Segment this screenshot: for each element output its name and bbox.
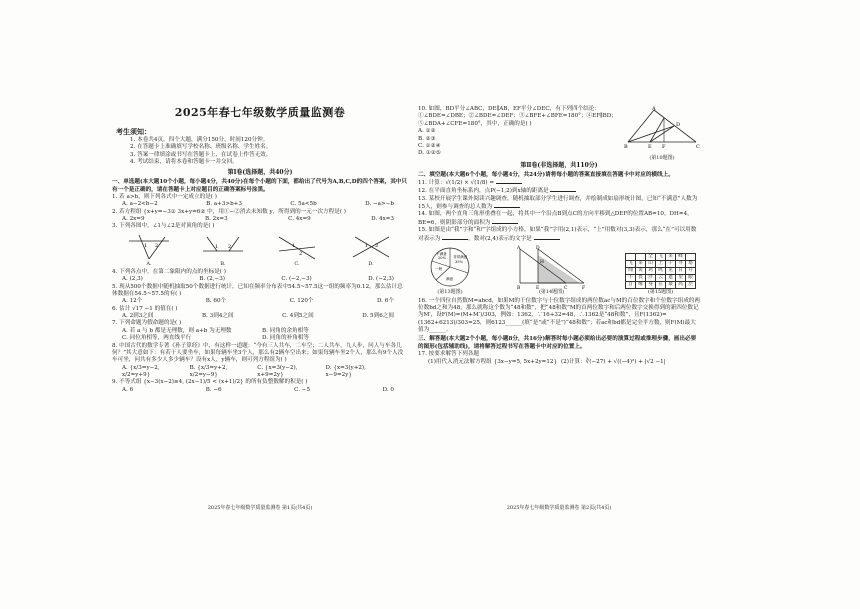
svg-text:2: 2	[155, 243, 159, 250]
question-12-text: 12. 在平面直角坐标系内，点P(−1,2)到x轴的距离是	[418, 188, 549, 195]
option: A. ①②	[418, 128, 436, 135]
svg-text:B: B	[516, 285, 520, 289]
question-5: 5. 现从500个数据中随机抽取50个数据进行统计，已知在频率分布表中54.5~57.5这一组的频率为0.12，那么估计总体数据在54.5~57.5的有( )	[112, 283, 403, 297]
question-11-text: 11. 计算：√(1/2) × √(1/8) =	[418, 179, 495, 186]
question-4: 4. 下列各点中，在第二象限内的点的坐标是( )	[112, 268, 226, 275]
question-17: 17. 按要求解答下列各题	[418, 351, 480, 358]
svg-text:B: B	[624, 144, 628, 150]
option: C. 4到5之间	[282, 313, 314, 320]
svg-text:F: F	[581, 285, 585, 289]
section-2-instructions: 二、填空题(本大题6个小题，每小题4分，共24分)请将每小题的答案直接填在答题卡中对应的横线上。	[418, 171, 674, 178]
figure-15	[625, 253, 696, 296]
page-footer: 2025年春七年级数学质量监测卷 第2页(共4页)	[506, 505, 612, 512]
option: B. a+3>b+3	[206, 201, 242, 208]
pie-label: 不满意	[436, 251, 447, 256]
section-3-instructions: 三、解答题(本大题2个小题，每小题8分，共16分)解答时每小题必须给出必要的演算过程或推理步骤，画出必要的图形(包括辅助线)，请将解答过程书写在答题卡中对应的位置上。	[418, 336, 697, 350]
answer-blank	[496, 179, 522, 184]
question-15	[418, 227, 700, 243]
option: B. 同角的余角相等	[262, 327, 309, 334]
svg-text:E: E	[648, 144, 652, 150]
answer-blank	[494, 203, 520, 208]
question-3: 3. 下列各图中，∠1与∠2是对顶角的是( )	[112, 223, 215, 230]
pie-label: 满意	[446, 276, 454, 281]
svg-text:E: E	[535, 285, 539, 289]
question-17-part-1: (1)用代入消元法解方程组 {3x−y=5, 5x+2y=12}	[428, 358, 558, 365]
option: D. 0	[382, 386, 394, 393]
figure-caption: (第15题图)	[647, 288, 674, 295]
figure-label: A.	[146, 261, 152, 268]
question-13-text: 13. 某校开展学生课外阅读兴趣调查，随机抽取部分学生进行调查，并绘制成如扇形统计图，已知“不满意”人数为15人，则参与调查的总人数为	[418, 195, 698, 211]
character-grid: 全 飞 来 峰 飞 来 山 上 千 寻 塔 闻 说 鸡 鸣 见 日 升 不 畏 浮 云 遮 望 眼 自 缘 身 在 最 高 层	[625, 253, 696, 289]
option: B. ②③	[418, 135, 436, 142]
question-8-options	[112, 365, 408, 380]
option: C. 120个	[289, 298, 314, 305]
question-14-text: 14. 如图，两个直角三角形重叠在一起，将其中一个沿点B到点C的方向平移到△DEF的位置AB=10，DH=4，BE=6，则阴影部分的面积为	[418, 211, 693, 226]
notice-item: 2. 在答题卡上准确填写学校名称、班级名称、学生姓名。	[130, 144, 272, 151]
question-7: 7. 下列命题为假命题的是( )	[112, 320, 182, 327]
option: C. {x=3(y−2), x+9=2y}	[257, 364, 298, 379]
exam-title: 2025年春七年级数学质量监测卷	[174, 106, 346, 119]
option: A. 12个	[122, 298, 143, 305]
angle-figure-b	[201, 233, 245, 268]
option: A. (2,3)	[122, 276, 143, 283]
svg-text:1: 1	[292, 243, 296, 250]
option: D. 5到6之间	[362, 313, 394, 320]
notice-item: 1. 本卷共4页，四个大题，满分150分，时间120分钟。	[130, 136, 269, 143]
question-13	[418, 196, 700, 212]
option: A. a−2<b−2	[122, 201, 158, 208]
svg-text:2: 2	[299, 251, 303, 258]
figure-13	[422, 245, 478, 296]
question-7-options-row2	[112, 335, 408, 342]
svg-text:D: D	[535, 245, 540, 251]
question-16: 16. 一个四位自然数M=abcd，如果M的千位数字与十位数字组成的两位数ac与M的百位数字和个位数字组成的两位数bd之和为48，那么就称这个数为“48和数”，把“48和数”M的首两位数字和后两位数字交换得到的新四位数记为M′，设F(M)=(M+M′)/303，例如：1362，∵16+32=48，∴1362是“48和数”，且F(1362)=(1362+6213)/303=25，则6123______(填“是”或“不是”)“48和数”；若ac和bd都是完全平方数，则F(M)最大值为______。	[418, 297, 700, 333]
question-8: 8. 中国古代的数学专著《孙子算经》中，有这样一道题：“今有三人共车，二车空；二人共车，九人步，问人与车各几何？”其大意如下：有若干人要坐车，如果每辆车坐3个人，那么有2辆车空出来；如果每辆车坐2个人，那么有9个人没车可坐，问共有多少人多少辆车？设有x人，y辆车，则可列方程组为( )	[112, 342, 404, 364]
option: A. 2x=9	[122, 216, 145, 223]
pie-label: 非常满意	[453, 254, 468, 259]
svg-text:D: D	[676, 122, 681, 128]
notice-heading: 考生须知：	[116, 126, 151, 136]
option: C. 同位角相等，两直线平行	[122, 335, 192, 342]
question-15-text-b: ，数对(2,4)表示的文字是	[468, 235, 532, 242]
question-6: 6. 估计 √17 −1 的值在( )	[112, 305, 178, 312]
figure-label: B.	[220, 261, 226, 268]
question-12	[418, 187, 700, 195]
question-1-options	[112, 201, 408, 208]
svg-text:A: A	[652, 106, 656, 112]
angle-figure-a	[127, 233, 171, 268]
pie-label: 一般	[435, 266, 443, 271]
answer-blank	[550, 187, 576, 192]
figure-caption: (第10题图)	[649, 155, 675, 162]
pie-pct: 35%	[455, 259, 463, 264]
question-17-parts	[418, 359, 700, 366]
option: C. 4x=9	[288, 216, 311, 223]
question-10-block	[418, 106, 700, 162]
notice-item: 3. 答案一律填涂或书写在答题卡上，在试卷上作答无效。	[130, 151, 272, 158]
question-10: 10. 如图，BD平分∠ABC，DE∥AB，EF平分∠DEC，有下列四个结论：①∠BDE=∠DBE；②∠BDE=∠DEF；③∠BFE+∠BFE=180°；④EF∥BD；⑤∠BDA+∠CFE=180°，其中，正确的是( )	[418, 106, 617, 127]
svg-text:C: C	[696, 144, 700, 150]
option: B. {x/3=y+2, x/2=y−9}	[189, 364, 228, 379]
option: B. 60个	[205, 298, 227, 305]
question-15-text: 15. 如图是由“我”字和“和”字组成的小方格，如果“我”字用(2,1)表示，“上”用数对(3,3)表示，那么“在”可以用数对表示为	[418, 227, 697, 242]
angle-figure-d	[349, 233, 393, 268]
figure-10	[624, 106, 700, 162]
svg-text:1: 1	[365, 243, 369, 250]
section-1-heading: 第Ⅰ卷(选择题，共40分)	[227, 169, 293, 177]
question-1: 1. 若 a>b，则下列各式中一定成立的是( )	[112, 193, 217, 200]
option: B. −6	[205, 386, 222, 393]
pie-pct: 20%	[438, 255, 446, 260]
option: D. 4x=3	[371, 216, 394, 223]
svg-text:C: C	[563, 285, 567, 289]
option: B. 3到4之间	[202, 313, 234, 320]
notice-item: 4. 考试结束，请将本卷和答题卡一并交回。	[130, 158, 238, 165]
page-footer: 2025年春七年级数学质量监测卷 第1页(共4页)	[207, 505, 313, 512]
svg-text:H: H	[539, 259, 544, 265]
option: D. −a>−b	[365, 201, 394, 208]
option: C. ①②④	[418, 142, 441, 149]
section-2-heading: 第Ⅱ卷(非选择题，共110分)	[520, 161, 598, 169]
figure-label: D.	[368, 261, 374, 268]
figure-caption: (第14题图)	[538, 288, 565, 295]
svg-text:2: 2	[375, 243, 379, 250]
option: C. −5	[294, 386, 311, 393]
figure-caption: (第13题图)	[437, 288, 463, 295]
page-1	[112, 96, 408, 516]
svg-text:A: A	[516, 245, 520, 251]
svg-text:1: 1	[144, 243, 148, 250]
question-11	[418, 179, 700, 187]
question-4-options	[112, 276, 408, 283]
figure-label: C.	[294, 261, 300, 268]
option: B. 2x=3	[205, 216, 228, 223]
question-9: 9. 不等式组 {x−3(x−2)≥4, (2x−1)/5 < (x+1)/2} 的所有负整数解的积是( )	[112, 379, 308, 386]
answer-blank	[492, 219, 518, 224]
question-14	[418, 211, 700, 227]
question-5-options	[112, 298, 408, 305]
option: A. 6	[122, 386, 134, 393]
svg-text:2: 2	[228, 244, 232, 251]
question-9-options	[112, 387, 408, 394]
option: D. {x=3(y+2), x−9=2y}	[325, 364, 366, 379]
option: C. 5a<5b	[290, 201, 317, 208]
option: A. 2到3之间	[122, 313, 154, 320]
angle-figure-c	[275, 233, 319, 268]
option: C. (−2,−3)	[281, 276, 312, 283]
page-2	[418, 96, 700, 516]
option: D. 6个	[376, 298, 394, 305]
answer-blank	[442, 235, 468, 240]
option: B. (2,−3)	[199, 276, 225, 283]
answer-blank	[534, 235, 560, 240]
section-1-instructions: 一、单选题(本大题10个小题，每小题4分，共40分)在每个小题的下面，都给出了代号为A,B,C,D的四个答案，其中只有一个是正确的，请在答题卡上对应题目的正确答案标号涂黑。	[112, 179, 407, 193]
svg-text:1: 1	[215, 244, 219, 251]
option: D. ①②⑤	[418, 150, 441, 157]
figure-14	[510, 245, 594, 296]
question-2: 2. 若方程组 {x+y=−3① 3x+y=6② 中，用①−②消去未知数 y，所得到的一元一次方程是( )	[112, 208, 346, 215]
svg-text:F: F	[662, 144, 666, 150]
question-3-figures	[112, 232, 408, 268]
option: A. 若 a 与 b 都是无理数，则 a+b 为无理数	[122, 327, 232, 334]
option: D. (−2,3)	[368, 276, 394, 283]
question-17-part-2: (2)计算：∛(−27) + √((−4)²) + |√2 −1|	[561, 358, 666, 365]
notice-list	[130, 137, 408, 167]
option: D. 同角的补角相等	[262, 335, 309, 342]
option: A. {x/3=y−2, x/2=y+9}	[122, 364, 160, 379]
figures-13-15	[418, 245, 700, 296]
